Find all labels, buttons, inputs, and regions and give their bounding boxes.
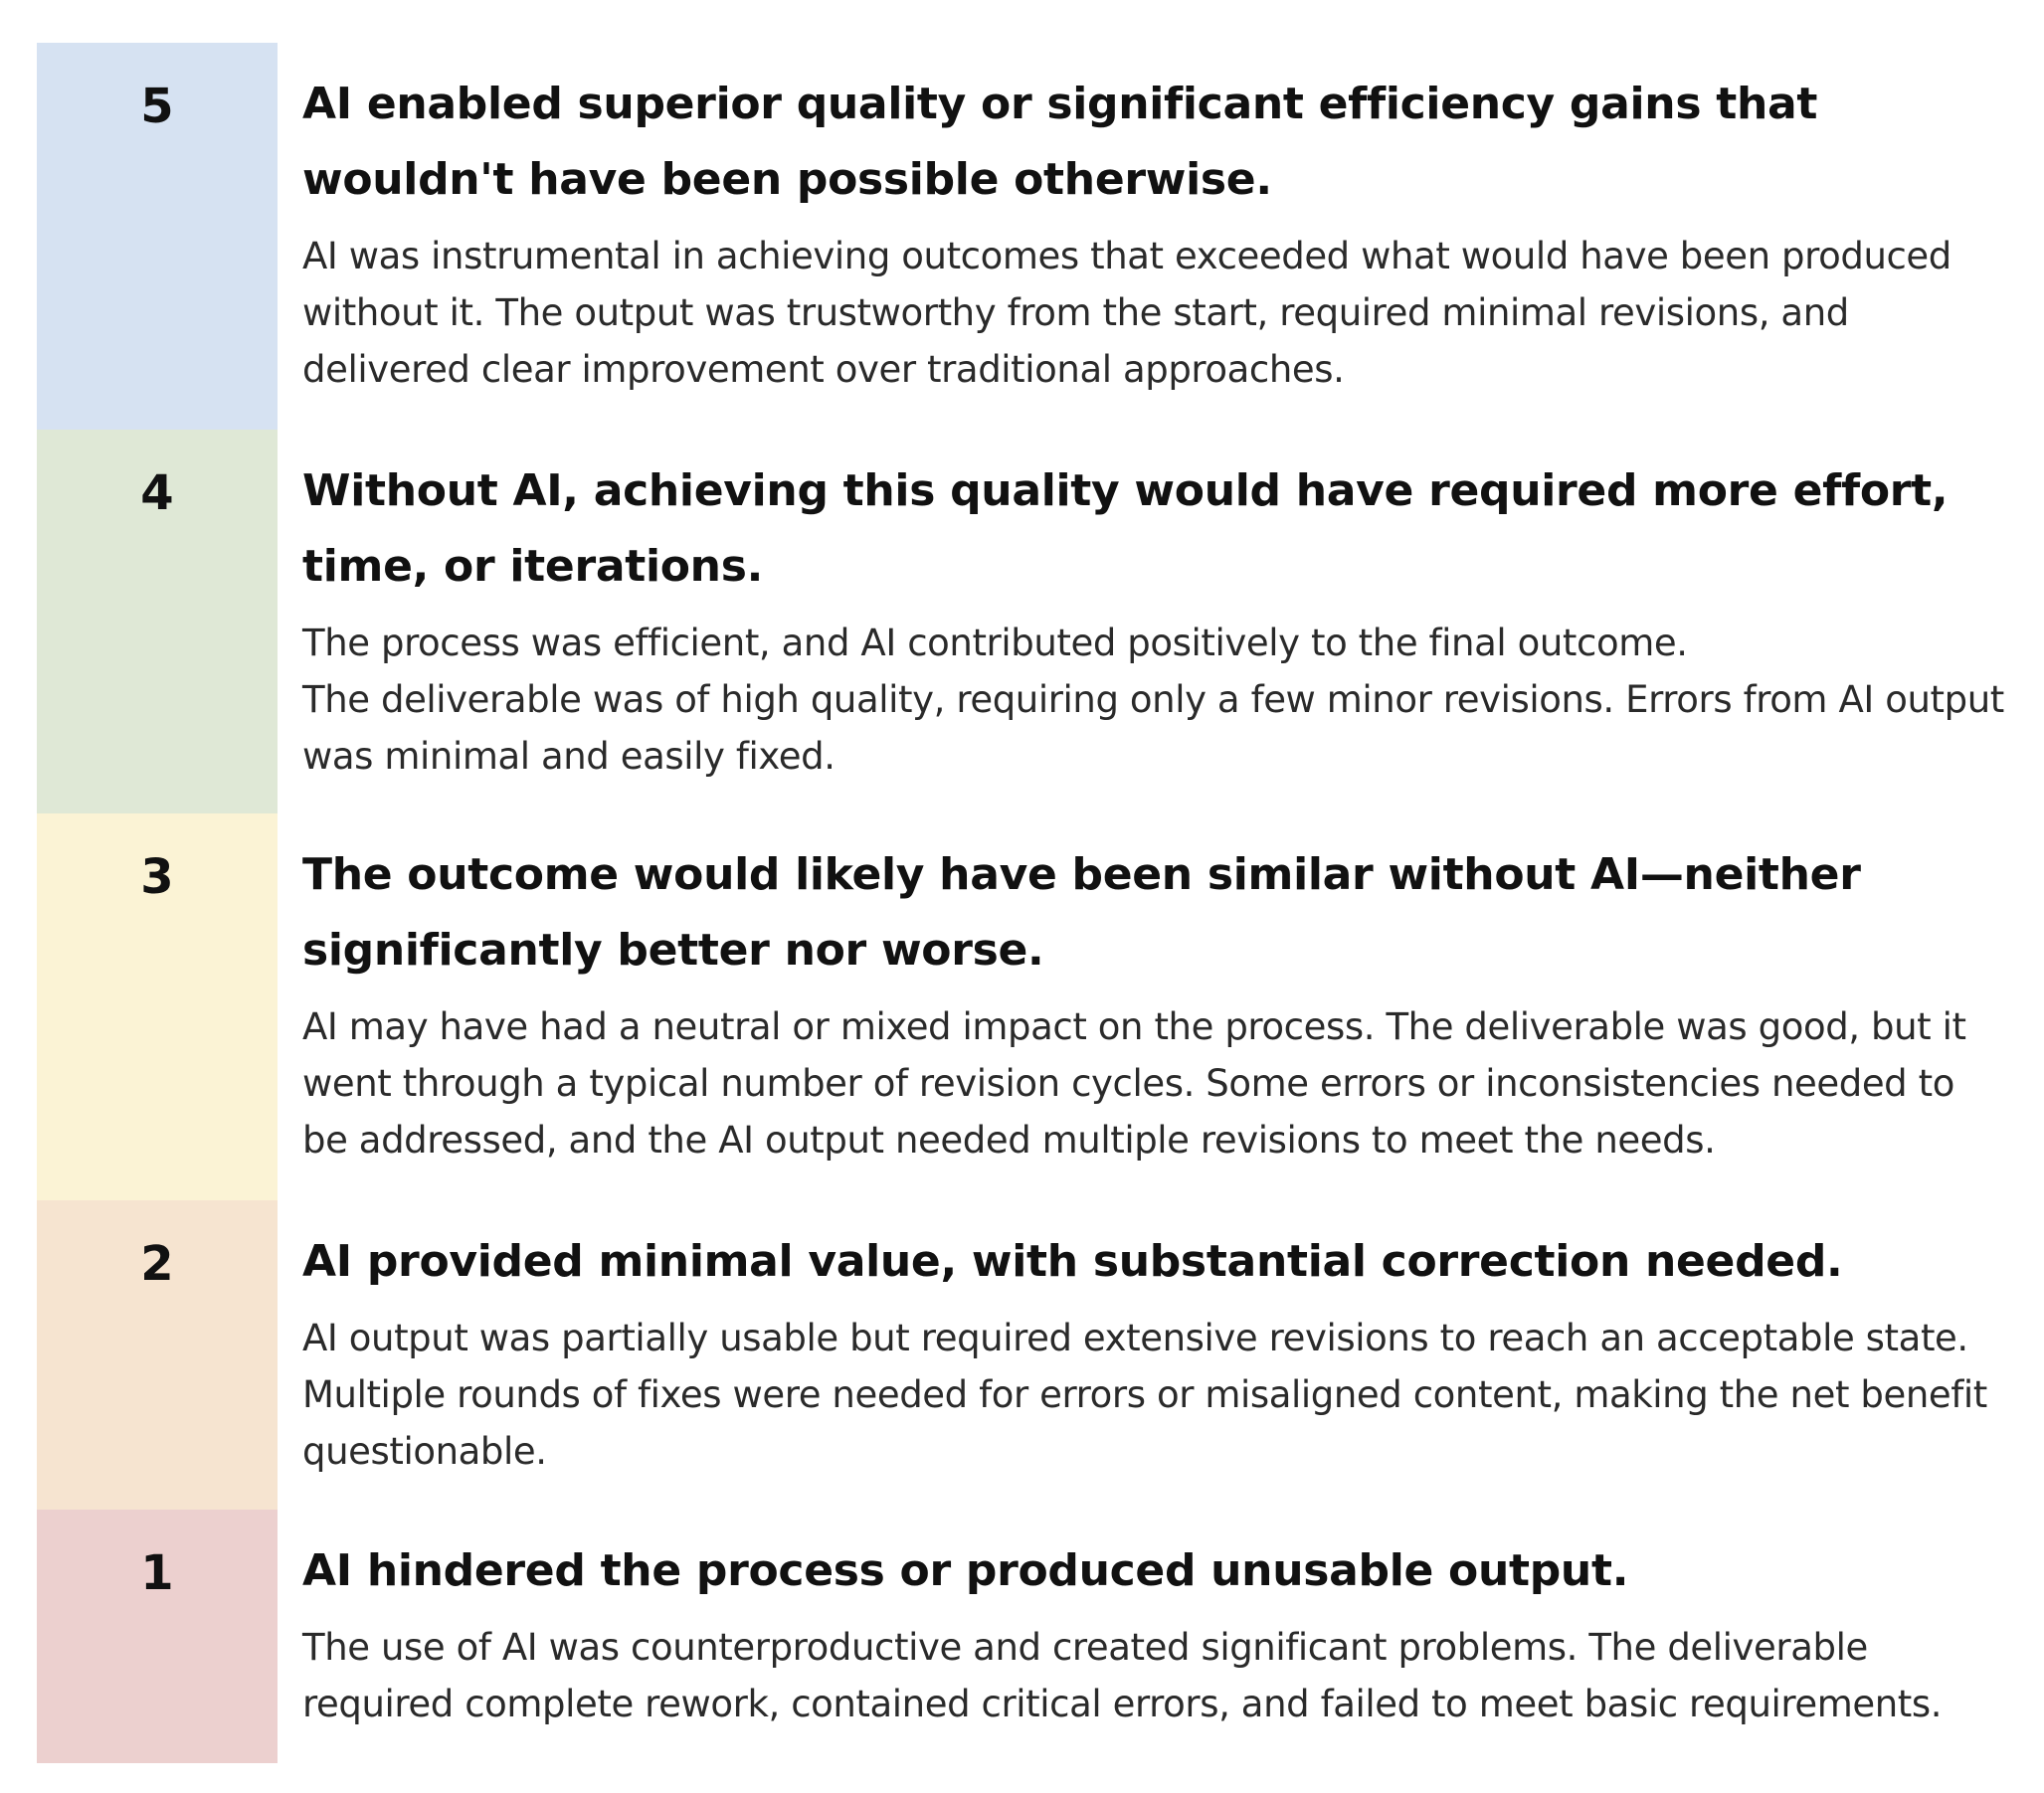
score-cell-3 — [37, 813, 278, 1200]
rating-rubric — [37, 43, 2006, 1763]
rubric-row-3 — [37, 813, 2006, 1200]
rubric-row-1 — [37, 1510, 2006, 1763]
rubric-text-2 — [278, 1200, 2006, 1510]
rubric-description: The use of AI was counterproductive and created significant problems. The deliverable required complete rework, contained critical errors, and failed to meet basic requirements. — [302, 1626, 1943, 1725]
rubric-heading: Without AI, achieving this quality would have required more effort, time, or iterations. — [302, 465, 1949, 592]
score-label: 1 — [140, 1545, 174, 1601]
score-cell-2 — [37, 1200, 278, 1510]
score-label: 4 — [140, 465, 174, 521]
rubric-heading: The outcome would likely have been similar without AI—neither significantly better nor worse. — [302, 849, 1861, 976]
rubric-text-1 — [278, 1510, 2006, 1763]
rubric-heading: AI enabled superior quality or significant efficiency gains that wouldn't have been possible otherwise. — [302, 79, 1818, 205]
rubric-description: AI output was partially usable but required extensive revisions to reach an acceptable state. Multiple rounds of fixes were needed for errors or misaligned content, making the net benefit questionable. — [302, 1317, 1987, 1473]
score-cell-5 — [37, 43, 278, 430]
score-cell-1 — [37, 1510, 278, 1763]
rubric-row-2 — [37, 1200, 2006, 1510]
rubric-description: AI may have had a neutral or mixed impact on the process. The deliverable was good, but it went through a typical number of revision cycles. Some errors or inconsistencies needed to be addressed, and the AI output needed multiple revisions to meet the needs. — [302, 1005, 1966, 1162]
rubric-text-3 — [278, 813, 2006, 1200]
score-cell-4 — [37, 430, 278, 813]
rubric-text-4 — [278, 430, 2006, 813]
rubric-text-5 — [278, 43, 2006, 430]
score-label: 2 — [140, 1236, 174, 1292]
score-label: 5 — [140, 79, 174, 134]
rubric-heading: AI provided minimal value, with substantial correction needed. — [302, 1236, 1843, 1287]
rubric-row-4 — [37, 430, 2006, 813]
rubric-description: AI was instrumental in achieving outcomes that exceeded what would have been produced without it. The output was trustworthy from the start, required minimal revisions, and delivered clear improvement over traditional approaches. — [302, 235, 1951, 391]
rubric-heading: AI hindered the process or produced unusable output. — [302, 1545, 1629, 1596]
rubric-description: The process was efficient, and AI contributed positively to the final outcome. The deliverable was of high quality, requiring only a few minor revisions. Errors from AI output was minimal and easily fixed. — [302, 622, 2004, 778]
score-label: 3 — [140, 849, 174, 905]
rubric-row-5 — [37, 43, 2006, 430]
